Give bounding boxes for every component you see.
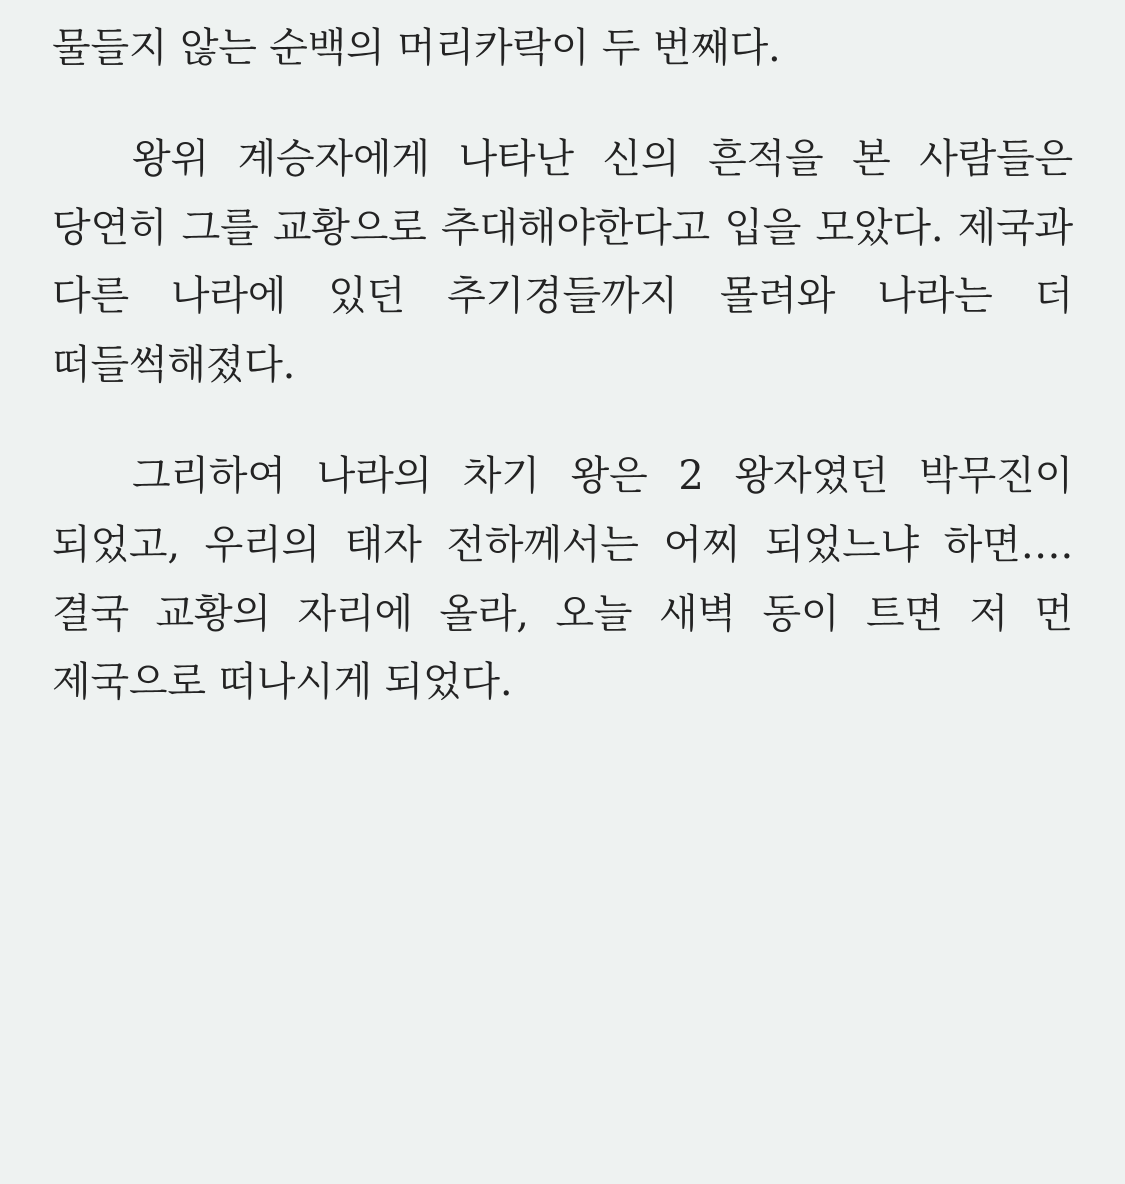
paragraph-2: 왕위 계승자에게 나타난 신의 흔적을 본 사람들은 당연히 그를 교황으로 추대해야한다고 입을 모았다. 제국과 다른 나라에 있던 추기경들까지 몰려와 나라는 더 떠들썩해졌다. xyxy=(52,135,1073,389)
paragraph-3: 그리하여 나라의 차기 왕은 2 왕자였던 박무진이 되었고, 우리의 태자 전하께서는 어찌 되었느냐 하면…. 결국 교황의 자리에 올라, 오늘 새벽 동이 트면 저 먼 제국으로 떠나시게 되었다. xyxy=(52,452,1073,706)
paragraph-1: 물들지 않는 순백의 머리카락이 두 번째다. xyxy=(52,25,781,71)
